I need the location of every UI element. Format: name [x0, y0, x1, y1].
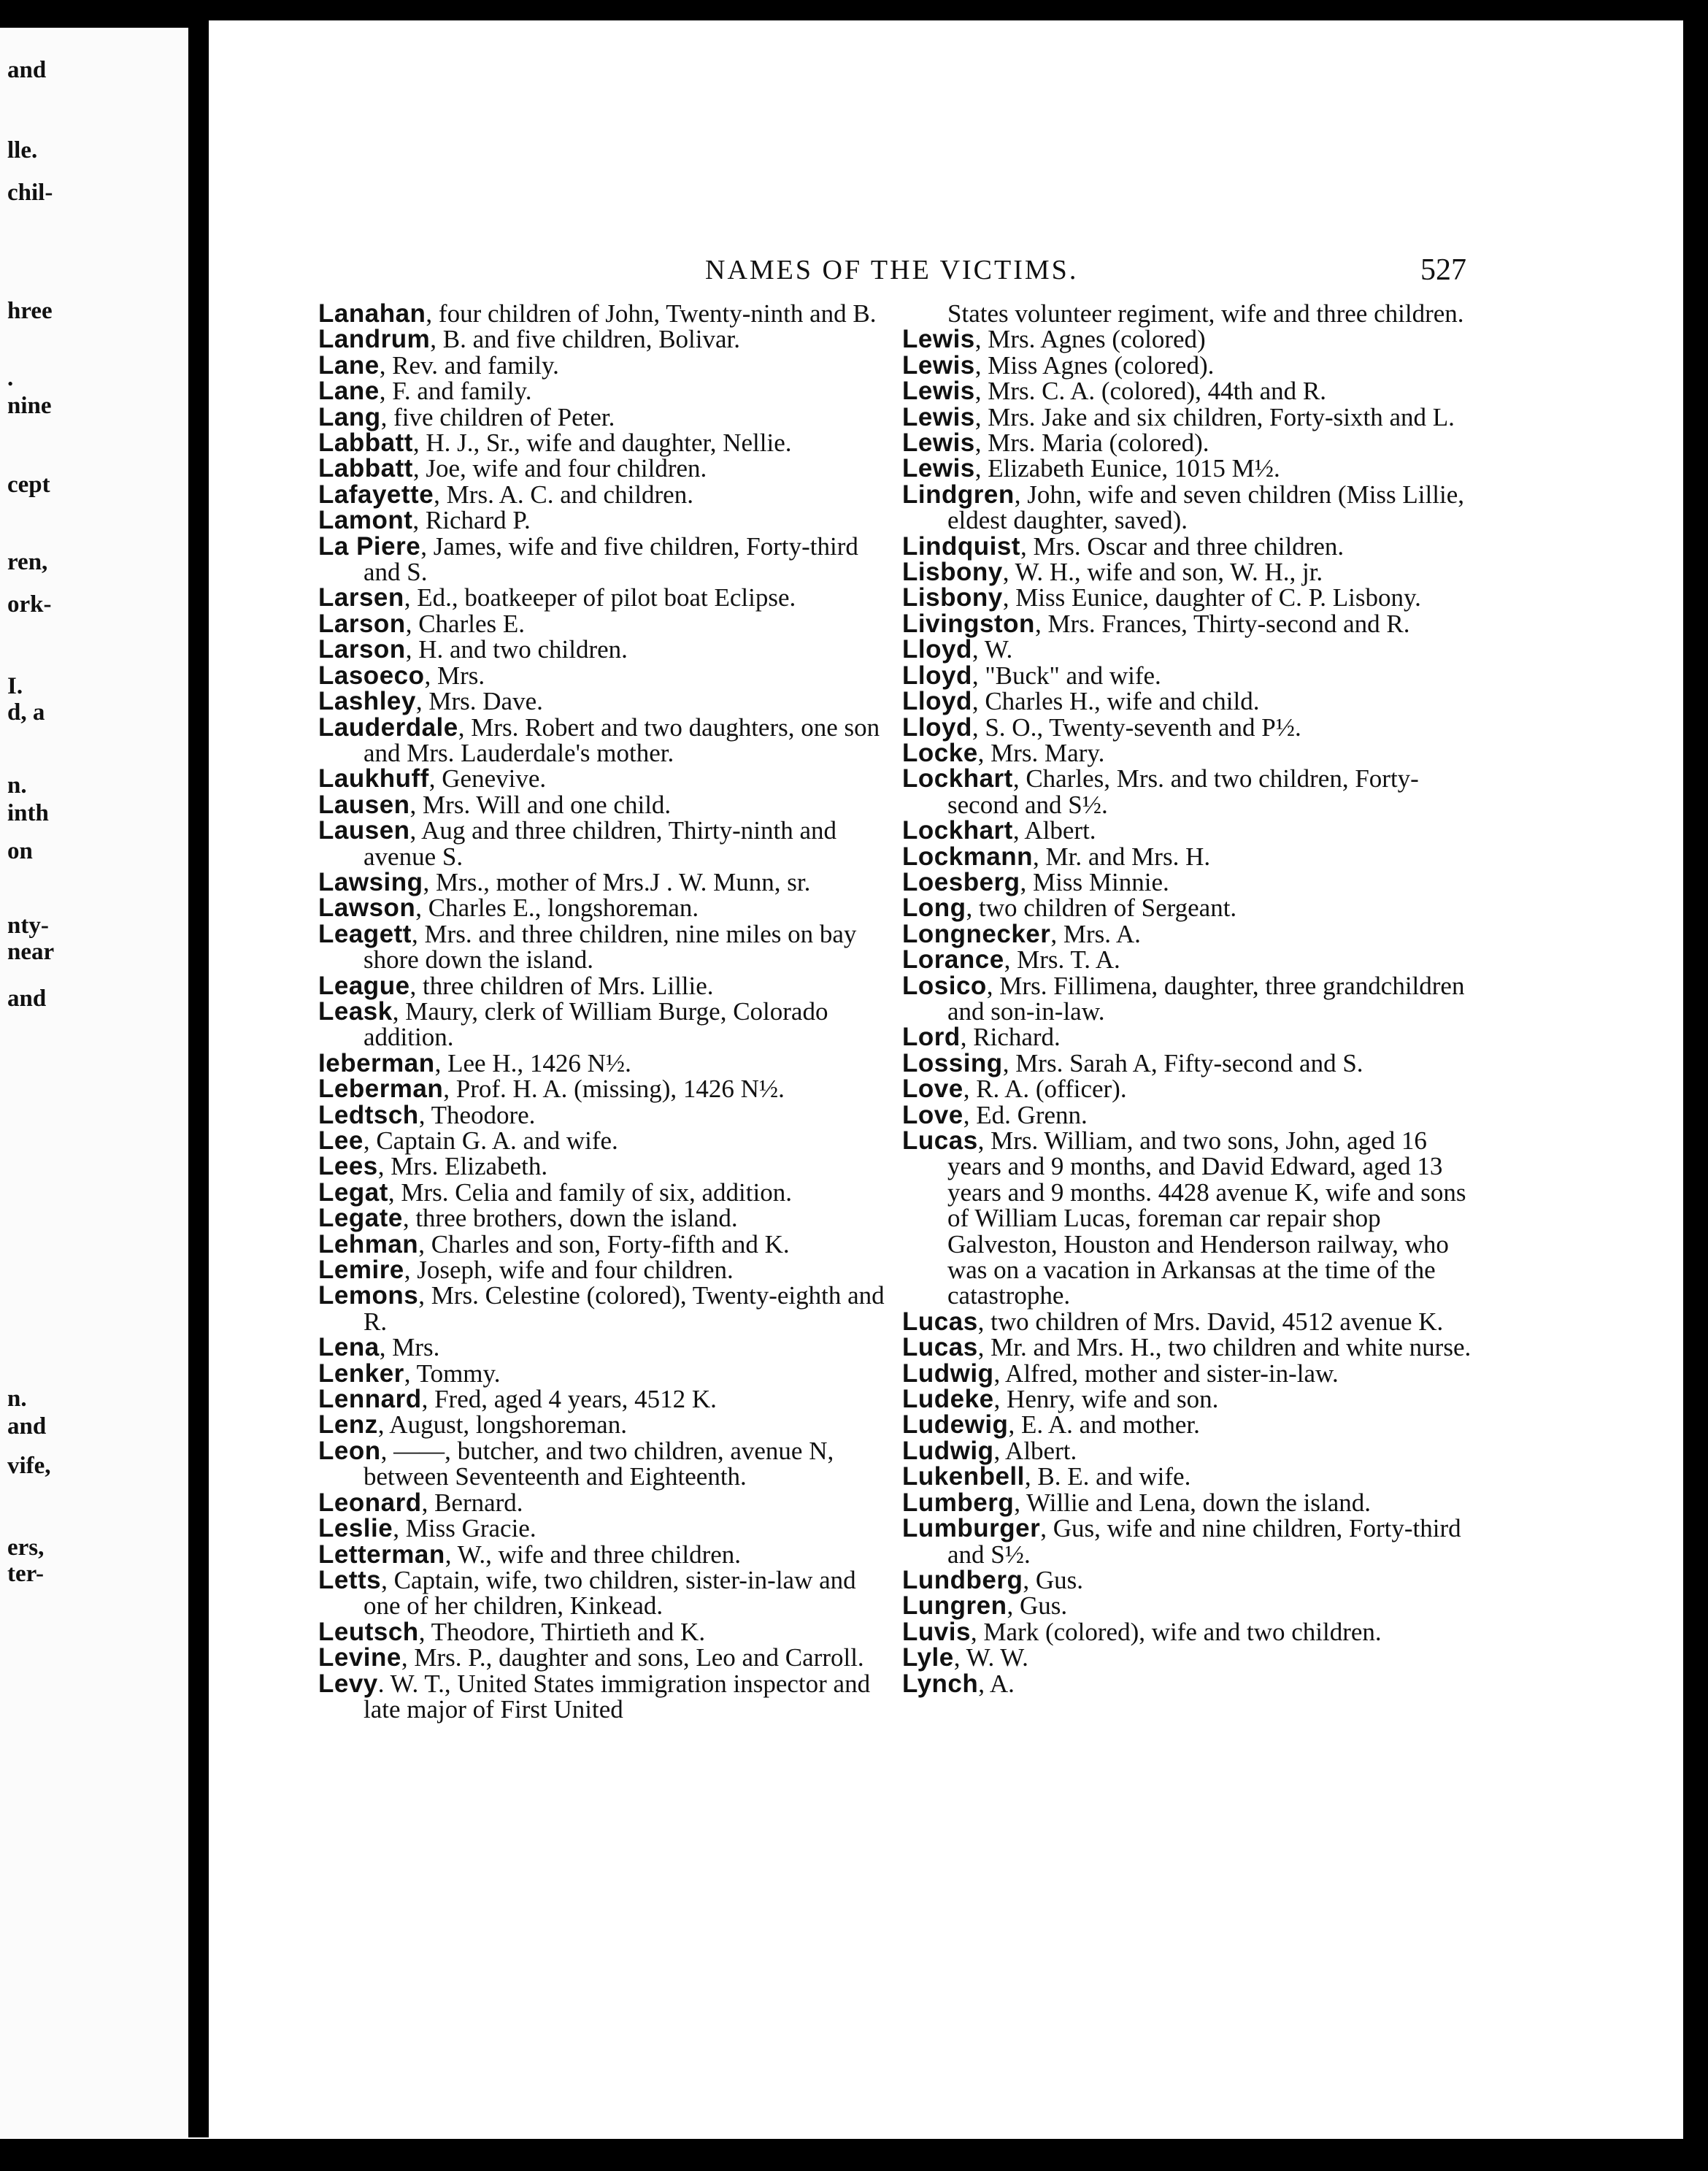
victim-entry	[902, 637, 1472, 662]
scan-right-edge	[1683, 28, 1708, 2139]
victim-entry	[902, 1515, 1472, 1567]
victim-surname: Lockmann	[902, 842, 1034, 871]
left-page-text-fragment: d, a	[7, 699, 45, 726]
victim-surname: Lamont	[318, 506, 413, 535]
victim-entry	[902, 921, 1472, 947]
victim-entry	[902, 585, 1472, 610]
book-page	[209, 20, 1683, 2139]
victim-surname: Loesberg	[902, 867, 1020, 896]
victim-details: , Charles E., longshoreman.	[415, 894, 699, 923]
victim-details: , August, longshoreman.	[377, 1410, 627, 1440]
victim-details: , Mrs. Jake and six children, Forty-sixth and L.	[974, 402, 1455, 431]
victim-details: , Richard P.	[412, 506, 531, 535]
victim-surname: Letterman	[318, 1540, 445, 1569]
victim-surname: Lafayette	[318, 480, 434, 509]
victim-surname: Lane	[318, 377, 380, 406]
victim-entry	[318, 764, 888, 794]
victim-surname: Lausen	[318, 790, 410, 819]
victim-entry	[318, 663, 888, 688]
victim-entry	[318, 1153, 888, 1179]
victim-surname: Lewis	[902, 325, 975, 354]
victim-entry	[902, 404, 1472, 430]
victim-entry	[318, 973, 888, 999]
victim-details: , Mrs. and three children, nine miles on bay shore down the island.	[363, 919, 857, 975]
victim-details: , Mrs. Oscar and three children.	[1020, 531, 1345, 561]
victim-entry	[902, 869, 1472, 895]
victim-entry	[318, 1257, 888, 1283]
victim-entry	[318, 1542, 888, 1567]
victim-details: , ——, butcher, and two children, avenue N, between Seventeenth and Eighteenth.	[363, 1436, 834, 1491]
left-page-text-fragment: vife,	[7, 1453, 51, 1479]
victim-surname: Lindgren	[902, 480, 1015, 509]
victim-surname: Lewis	[902, 402, 975, 431]
victim-entry	[318, 326, 888, 352]
left-page-text-fragment: ter-	[7, 1561, 45, 1587]
victim-surname: Love	[902, 1100, 963, 1129]
victim-surname: Lorance	[902, 945, 1004, 975]
victim-details: , Lee H., 1426 N½.	[434, 1048, 631, 1077]
left-page-text-fragment: and	[7, 57, 47, 83]
victim-details: , Ed. Grenn.	[963, 1100, 1088, 1129]
victim-details: , F. and family.	[379, 377, 532, 406]
victim-entry	[902, 1464, 1472, 1489]
left-page-text-fragment: nine	[7, 393, 52, 419]
victim-details: , Miss Gracie.	[393, 1514, 536, 1543]
victim-surname: Lewis	[902, 377, 975, 406]
victim-details: , Charles, Mrs. and two children, Forty-second and S½.	[947, 764, 1419, 819]
victim-surname: Ludeke	[902, 1385, 994, 1414]
running-head: NAMES OF THE VICTIMS.	[705, 255, 1079, 285]
victim-details: , Mark (colored), wife and two children.	[970, 1617, 1382, 1646]
victim-details: , four children of John, Twenty-ninth and B.	[426, 299, 877, 328]
victim-surname: Laukhuff	[318, 764, 429, 794]
victim-surname: Lisbony	[902, 583, 1003, 612]
victim-entry	[902, 844, 1472, 869]
victim-entry	[902, 688, 1472, 714]
victim-details: , Mrs. Elizabeth.	[377, 1152, 548, 1181]
victim-surname: Lees	[318, 1152, 378, 1181]
victim-surname: Labbatt	[318, 454, 413, 483]
left-page-text-fragment: n.	[7, 772, 27, 799]
left-page-text-fragment: chil-	[7, 180, 53, 206]
victim-surname: Lenker	[318, 1359, 404, 1388]
victim-details: , Prof. H. A. (missing), 1426 N½.	[443, 1075, 785, 1104]
victim-entry	[902, 1490, 1472, 1515]
victim-details: , Fred, aged 4 years, 4512 K.	[421, 1385, 717, 1414]
victim-entry	[902, 1024, 1472, 1050]
victim-surname: Luvis	[902, 1617, 971, 1646]
victim-details: , Mrs. Celestine (colored), Twenty-eighth and R.	[363, 1281, 885, 1336]
victim-details: , Mrs. Agnes (colored)	[974, 325, 1206, 354]
victim-entry	[902, 895, 1472, 921]
victim-details: , Charles H., wife and child.	[972, 687, 1260, 716]
victim-details: , Captain, wife, two children, sister-in-law and one of her children, Kinkead.	[363, 1565, 856, 1621]
victim-surname: Ledtsch	[318, 1100, 419, 1129]
victim-entry	[902, 1567, 1472, 1593]
left-page-text-fragment: and	[7, 985, 47, 1012]
victim-details: , Captain G. A. and wife.	[363, 1126, 618, 1155]
victim-details: , Mrs. C. A. (colored), 44th and R.	[974, 377, 1326, 406]
victim-details: , Willie and Lena, down the island.	[1014, 1488, 1372, 1517]
victim-details: , Mrs. T. A.	[1004, 945, 1120, 975]
victim-details: , Mrs. A. C. and children.	[434, 480, 693, 509]
victim-details: , Joseph, wife and four children.	[404, 1256, 734, 1285]
victim-surname: Losico	[902, 971, 987, 1000]
victim-surname: Lyle	[902, 1643, 954, 1672]
victim-surname: Leonard	[318, 1488, 422, 1517]
victim-entry	[318, 869, 888, 895]
victim-surname: Lisbony	[902, 558, 1003, 587]
victim-details: , B. and five children, Bolivar.	[430, 325, 741, 354]
victim-surname: La Piere	[318, 531, 421, 561]
victim-surname: Locke	[902, 738, 978, 767]
victim-surname: Lee	[318, 1126, 363, 1155]
victim-details: , Mrs., mother of Mrs.J . W. Munn, sr.	[423, 867, 811, 896]
victim-surname: Lockhart	[902, 816, 1013, 845]
victim-entry	[318, 1205, 888, 1231]
victim-surname: Lord	[902, 1023, 961, 1052]
continued-entry-text: States volunteer regiment, wife and three children.	[947, 299, 1464, 328]
victim-entry	[318, 482, 888, 507]
victim-details: , Charles and son, Forty-fifth and K.	[418, 1229, 790, 1259]
left-page-fragment	[0, 29, 188, 2146]
victim-surname: Lasoeco	[318, 661, 425, 690]
victim-details: , Ed., boatkeeper of pilot boat Eclipse.	[404, 583, 796, 612]
victim-details: , Aug and three children, Thirty-ninth and avenue S.	[363, 816, 837, 871]
victim-details: , Mr. and Mrs. H., two children and white nurse.	[977, 1333, 1472, 1362]
victim-surname: Lucas	[902, 1126, 978, 1155]
victim-details: , Mrs. Sarah A, Fifty-second and S.	[1002, 1048, 1363, 1077]
victim-details: , Henry, wife and son.	[993, 1385, 1219, 1414]
victim-surname: Ludwig	[902, 1359, 994, 1388]
victim-entry	[318, 712, 888, 767]
victim-surname: Lucas	[902, 1333, 978, 1362]
victim-entry	[318, 1361, 888, 1386]
victim-details: , E. A. and mother.	[1008, 1410, 1200, 1440]
victim-surname: Leagett	[318, 919, 412, 948]
victim-entry	[318, 1128, 888, 1153]
victim-entry	[318, 1410, 888, 1440]
victim-surname: Lane	[318, 350, 380, 380]
victim-surname: Legate	[318, 1204, 403, 1233]
victim-entry	[318, 921, 888, 973]
victim-surname: Larson	[318, 635, 406, 664]
victim-entry	[902, 559, 1472, 585]
victim-entry	[902, 531, 1472, 561]
victim-details: , three brothers, down the island.	[402, 1204, 738, 1233]
victim-details: , Gus.	[1007, 1591, 1068, 1621]
victim-surname: Longnecker	[902, 919, 1051, 948]
left-page-text-fragment: ork-	[7, 591, 52, 618]
left-page-text-fragment: hree	[7, 298, 53, 324]
left-page-text-fragment: and	[7, 1413, 47, 1440]
victim-entry	[318, 1438, 888, 1490]
victim-details: , Miss Minnie.	[1020, 867, 1169, 896]
victim-entry	[902, 1671, 1472, 1697]
victim-details: , W.	[972, 635, 1013, 664]
left-page-text-fragment: n.	[7, 1386, 27, 1412]
victim-details: , Mrs. Mary.	[977, 738, 1105, 767]
victim-surname: Lehman	[318, 1229, 419, 1259]
victim-surname: Lukenbell	[902, 1462, 1025, 1491]
victim-entry	[318, 1515, 888, 1541]
victim-entry	[902, 766, 1472, 818]
left-page-text-fragment: I.	[7, 673, 23, 699]
victim-entry	[902, 326, 1472, 352]
victim-surname: Lauderdale	[318, 712, 458, 742]
victim-details: , W. H., wife and son, W. H., jr.	[1002, 558, 1323, 587]
victim-entry	[318, 1490, 888, 1515]
victim-details: , Mrs. Will and one child.	[409, 790, 672, 819]
victim-details: , two children of Sergeant.	[966, 894, 1237, 923]
victim-entry	[318, 637, 888, 662]
victim-entry	[902, 1128, 1472, 1309]
victim-details: , Miss Agnes (colored).	[974, 350, 1215, 380]
victim-entry	[902, 456, 1472, 481]
victim-surname: Lanahan	[318, 299, 426, 328]
victim-details: , W. W.	[953, 1643, 1028, 1672]
victim-entry	[318, 301, 888, 326]
left-page-text-fragment: .	[7, 365, 14, 391]
victim-entry	[902, 1361, 1472, 1386]
victim-entry	[902, 1591, 1472, 1621]
left-page-text-fragment: near	[7, 939, 55, 965]
victim-surname: Lloyd	[902, 687, 972, 716]
victim-surname: Lloyd	[902, 712, 972, 742]
victim-entry	[318, 1386, 888, 1412]
victim-entry	[318, 818, 888, 869]
victim-surname: Lewis	[902, 429, 975, 458]
victim-entry	[318, 350, 888, 380]
victim-surname: Lashley	[318, 687, 416, 716]
victim-entry	[318, 1645, 888, 1670]
victim-list-left-column	[318, 301, 888, 1722]
victim-entry	[902, 350, 1472, 380]
victim-surname: Lausen	[318, 816, 410, 845]
victim-surname: Lewis	[902, 350, 975, 380]
victim-details: , Theodore.	[418, 1100, 536, 1129]
victim-details: , Albert.	[993, 1436, 1077, 1465]
victim-details: , Charles E.	[405, 609, 525, 638]
victim-details: , three children of Mrs. Lillie.	[409, 971, 714, 1000]
victim-entry	[318, 1050, 888, 1076]
victim-details: , John, wife and seven children (Miss Lillie, eldest daughter, saved).	[947, 480, 1464, 535]
victim-entry	[902, 430, 1472, 456]
victim-entry	[318, 430, 888, 456]
victim-details: , S. O., Twenty-seventh and P½.	[972, 712, 1301, 742]
victim-entry	[318, 507, 888, 533]
victim-entry	[318, 1102, 888, 1128]
victim-surname: Lumburger	[902, 1514, 1041, 1543]
victim-surname: Lemons	[318, 1281, 419, 1310]
victim-surname: Landrum	[318, 325, 431, 354]
victim-surname: Lewis	[902, 454, 975, 483]
victim-details: , Mrs. Robert and two daughters, one son and Mrs. Lauderdale's mother.	[363, 712, 880, 767]
victim-surname: Ieberman	[318, 1048, 435, 1077]
victim-details: , Albert.	[1012, 816, 1096, 845]
victim-details: , H. and two children.	[405, 635, 628, 664]
victim-surname: Ludwig	[902, 1436, 994, 1465]
victim-details: , Mrs. Frances, Thirty-second and R.	[1034, 609, 1410, 638]
victim-surname: Lennard	[318, 1385, 422, 1414]
victim-entry	[318, 688, 888, 714]
left-page-text-fragment: lle.	[7, 137, 38, 164]
victim-details: , H. J., Sr., wife and daughter, Nellie.	[412, 429, 792, 458]
victim-entry	[902, 1410, 1472, 1440]
victim-surname: Leon	[318, 1436, 381, 1465]
victim-entry	[318, 531, 888, 587]
victim-entry	[318, 1671, 888, 1723]
victim-entry	[318, 1619, 888, 1645]
victim-entry	[902, 1619, 1472, 1645]
victim-surname: Lockhart	[902, 764, 1013, 794]
victim-details: , Bernard.	[421, 1488, 523, 1517]
victim-details: , W., wife and three children.	[445, 1540, 742, 1569]
victim-details: , James, wife and five children, Forty-third and S.	[363, 531, 858, 587]
victim-surname: Lang	[318, 402, 381, 431]
victim-details: , Genevive.	[428, 764, 547, 794]
victim-details: , Gus.	[1023, 1565, 1084, 1594]
victim-surname: Levy	[318, 1669, 378, 1698]
victim-surname: Lemire	[318, 1256, 404, 1285]
victim-details: , A.	[978, 1669, 1015, 1698]
victim-entry	[902, 1645, 1472, 1670]
victim-details: , Mrs. Dave.	[415, 687, 543, 716]
victim-details: , Mrs. Celia and family of six, addition.	[388, 1177, 792, 1207]
victim-details: , Miss Eunice, daughter of C. P. Lisbony.	[1002, 583, 1421, 612]
victim-entry	[902, 1102, 1472, 1128]
victim-details: , B. E. and wife.	[1024, 1462, 1191, 1491]
victim-entry	[902, 482, 1472, 534]
victim-surname: Labbatt	[318, 429, 413, 458]
victim-entry	[318, 1177, 888, 1207]
scan-bottom-edge	[0, 2139, 1708, 2171]
victim-entry	[318, 378, 888, 404]
victim-details: , R. A. (officer).	[963, 1075, 1127, 1104]
victim-surname: Lloyd	[902, 661, 972, 690]
victim-surname: Lindquist	[902, 531, 1020, 561]
victim-details: , Mrs. Fillimena, daughter, three grandchildren and son-in-law.	[947, 971, 1465, 1026]
page-spine	[188, 28, 209, 2137]
victim-surname: Legat	[318, 1177, 388, 1207]
victim-details: , Theodore, Thirtieth and K.	[418, 1617, 706, 1646]
victim-surname: Larson	[318, 609, 406, 638]
victim-surname: Lungren	[902, 1591, 1007, 1621]
left-page-text-fragment: ren,	[7, 549, 48, 575]
victim-entry	[318, 1231, 888, 1257]
victim-details: , two children of Mrs. David, 4512 avenue K.	[977, 1307, 1444, 1336]
victim-list-right-column	[902, 301, 1472, 1697]
victim-details: , "Buck" and wife.	[972, 661, 1161, 690]
victim-details: , Mrs.	[424, 661, 485, 690]
victim-entry	[902, 945, 1472, 975]
victim-details: , Joe, wife and four children.	[412, 454, 707, 483]
victim-surname: Lloyd	[902, 635, 972, 664]
victim-entry	[902, 1050, 1472, 1076]
victim-details: , Mrs. P., daughter and sons, Leo and Carroll.	[401, 1643, 864, 1672]
victim-entry	[318, 611, 888, 637]
victim-surname: Larsen	[318, 583, 404, 612]
victim-surname: Long	[902, 894, 966, 923]
victim-surname: Leutsch	[318, 1617, 419, 1646]
victim-entry	[318, 1567, 888, 1619]
victim-surname: Lenz	[318, 1410, 378, 1440]
victim-details: . W. T., United States immigration inspector and late major of First United	[363, 1669, 871, 1724]
victim-entry	[318, 996, 888, 1052]
left-page-text-fragment: ers,	[7, 1534, 45, 1561]
victim-surname: Lossing	[902, 1048, 1003, 1077]
victim-surname: Lena	[318, 1333, 380, 1362]
victim-details: , Mrs. Maria (colored).	[974, 429, 1209, 458]
victim-entry	[902, 712, 1472, 742]
victim-entry	[318, 1283, 888, 1334]
victim-entry	[902, 611, 1472, 637]
page-number: 527	[1420, 253, 1466, 287]
victim-entry	[902, 1334, 1472, 1360]
victim-surname: Letts	[318, 1565, 382, 1594]
victim-surname: Love	[902, 1075, 963, 1104]
victim-entry	[318, 1076, 888, 1102]
victim-entry	[902, 378, 1472, 404]
victim-surname: League	[318, 971, 410, 1000]
victim-surname: Leberman	[318, 1075, 444, 1104]
victim-surname: Lawson	[318, 894, 416, 923]
victim-entry	[902, 1076, 1472, 1102]
victim-details: , Elizabeth Eunice, 1015 M½.	[974, 454, 1280, 483]
victim-entry	[318, 404, 888, 430]
victim-surname: Ludewig	[902, 1410, 1009, 1440]
victim-details: , Tommy.	[404, 1359, 501, 1388]
left-page-text-fragment: nty-	[7, 912, 49, 939]
victim-surname: Lynch	[902, 1669, 979, 1698]
victim-entry	[902, 1438, 1472, 1464]
victim-entry	[902, 973, 1472, 1025]
victim-entry	[318, 585, 888, 610]
victim-details: , Mrs. William, and two sons, John, aged 16 years and 9 months, and David Edward, aged 13 years and 9 months. 4428 avenue K, wife and sons of William Lucas, foreman car repair shop Galveston, Houston and Henderson railway, who was on a vacation in Arkansas at the time of the catastrophe.	[947, 1126, 1466, 1310]
left-page-text-fragment: on	[7, 838, 33, 864]
victim-surname: Lundberg	[902, 1565, 1023, 1594]
victim-surname: Lumberg	[902, 1488, 1015, 1517]
victim-details: , Gus, wife and nine children, Forty-third and S½.	[947, 1514, 1461, 1569]
victim-entry	[902, 1386, 1472, 1412]
victim-entry	[318, 456, 888, 481]
victim-entry	[318, 792, 888, 818]
victim-surname: Leask	[318, 996, 393, 1026]
victim-entry	[902, 663, 1472, 688]
victim-surname: Leslie	[318, 1514, 393, 1543]
victim-entry	[902, 740, 1472, 766]
left-page-text-fragment: inth	[7, 800, 49, 826]
victim-entry	[318, 895, 888, 921]
left-page-text-fragment: cept	[7, 472, 50, 498]
victim-surname: Levine	[318, 1643, 401, 1672]
victim-details: , Mrs. A.	[1050, 919, 1141, 948]
victim-details: , Richard.	[960, 1023, 1061, 1052]
victim-surname: Livingston	[902, 609, 1035, 638]
victim-details: , five children of Peter.	[380, 402, 615, 431]
victim-surname: Lucas	[902, 1307, 978, 1336]
victim-details: , Maury, clerk of William Burge, Colorado addition.	[363, 996, 828, 1052]
victim-entry	[318, 1334, 888, 1360]
victim-details: , Mrs.	[379, 1333, 440, 1362]
victim-entry	[902, 818, 1472, 843]
victim-details: , Alfred, mother and sister-in-law.	[993, 1359, 1339, 1388]
victim-details: , Mr. and Mrs. H.	[1033, 842, 1211, 871]
victim-surname: Lawsing	[318, 867, 423, 896]
victim-entry	[902, 1309, 1472, 1334]
victim-details: , Rev. and family.	[379, 350, 559, 380]
